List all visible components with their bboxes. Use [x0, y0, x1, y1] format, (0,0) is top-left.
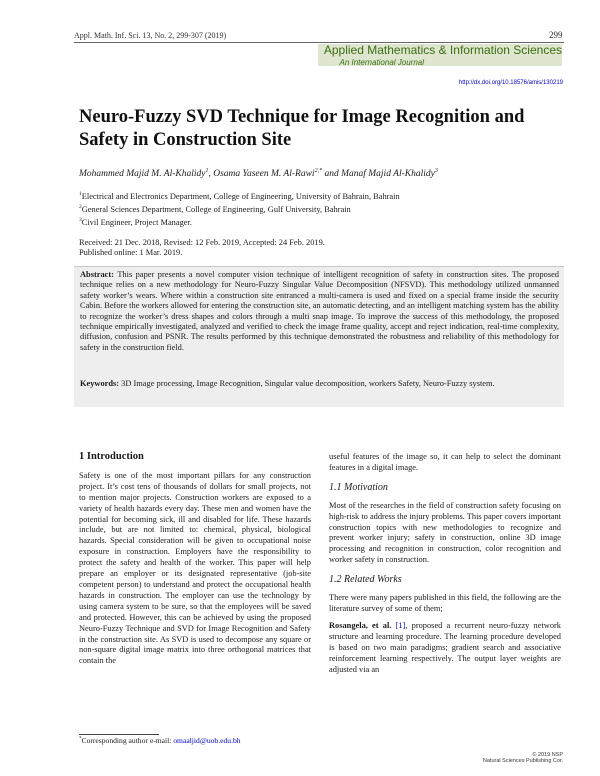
footnote-marker: *	[79, 736, 82, 742]
email-link[interactable]: omaaljid@uob.edu.bh	[173, 736, 241, 745]
author-name: Osama Yaseen M. Al-Rawi	[213, 169, 315, 180]
abstract-label: Abstract:	[80, 270, 114, 279]
footnote-prefix: Corresponding author e-mail:	[81, 736, 174, 745]
motivation-paragraph: Most of the researches in the field of construction safety focusing on high-risk to address the injury problems. This paper covers important construction topics with new methodologies to recognize and prevent worker injury; safety in construction, online 3D image processing and recognition in construction, color recognition and worker safety in construction.	[329, 500, 561, 565]
published-date: Published online: 1 Mar. 2019.	[79, 248, 183, 257]
intro-continuation: useful features of the image so, it can help to select the dominant features in a digital image.	[329, 452, 561, 472]
journal-subtitle: An International Journal	[339, 58, 424, 67]
footnote-rule	[79, 734, 159, 735]
copyright-block	[483, 752, 563, 764]
subsection-heading-related-works: 1.2 Related Works	[329, 574, 402, 586]
keywords-text: 3D Image processing, Image Recognition, Singular value decomposition, workers Safety, Neuro-Fuzzy system.	[121, 379, 495, 388]
author-list	[79, 168, 569, 179]
keywords-label: Keywords:	[80, 379, 120, 388]
author-separator: ,	[208, 169, 214, 180]
author-sup: 1	[205, 168, 209, 174]
affiliation-text: General Sciences Department, College of Engineering, Gulf University, Bahrain	[81, 204, 351, 214]
author-name: Mohammed Majid M. Al-Khalidy	[79, 169, 206, 180]
author-sup: 2,*	[314, 168, 323, 174]
affiliation-sup: 2	[79, 203, 82, 210]
rosangela-paragraph	[329, 621, 561, 676]
copyright-text: © 2019 NSP	[532, 752, 563, 758]
journal-name: Applied Mathematics & Information Sciences	[323, 43, 562, 57]
related-paragraph: There were many papers published in this field, the following are the literature survey of some of them;	[329, 593, 561, 613]
affiliation-item	[79, 202, 569, 215]
author-name: Manaf Majid Al-Khalidy	[341, 169, 435, 180]
affiliation-text: Electrical and Electronics Department, College of Engineering, University of Bahrain, Bahrain	[81, 191, 400, 201]
section-heading-introduction: 1 Introduction	[79, 451, 144, 462]
rosangela-name: Rosangela, et al.	[329, 620, 392, 630]
affiliations	[79, 189, 569, 227]
affiliation-sup: 3	[79, 216, 82, 223]
author-sup: 3	[434, 168, 438, 174]
affiliation-sup: 1	[79, 191, 82, 197]
abstract	[80, 270, 559, 353]
doi-link[interactable]: http://dx.doi.org/10.18576/amis/130219	[458, 80, 563, 86]
intro-paragraph: Safety is one of the most important pillars for any construction project. It’s cost tens of thousands of dollars for small projects, not to mention major projects. Construction workers are exposed to a variety of health hazards every day. These men and women have the potential for becoming sick, ill and disabled for life. These hazards include, but are not limited to: chemical, physical, biological hazards. Special consideration will be given to occupational noise exposure in construction. Employers have the responsibility to protect the safety and health of the worker. This paper will help prepare an employer or its designated representative (job-site competent person) to understand and protect the occupational health hazards in construction. The employer can use the technology by using camera system to be sure, so that the employees will be saved and protected. However, this can be achieved by using the proposed Neuro-Fuzzy Technique and SVD for Image Recognition and Safety in the construction site. As SVD is used to decompose any square or non-square digital image matrix into three orthogonal matrices that contain the	[79, 470, 311, 666]
abstract-text: This paper presents a novel computer vision technique of intelligent recognition of safety in construction sites. The proposed technique relies on a new methodology for Neuro-Fuzzy Singular Value Decomposition (NFSVD). This methodology utilized unmanned safety worker’s wears. Where within a construction site entranced a multi-camera is used and fixed on a special frame inside the security Cabin. Before the workers allowed for entering the construction site, an automatic detecting, and an intelligent matching system has the ability to recognize the worker’s dress shapes and colors through a multi snap image. To improve the success of this methodology, the proposed technique empirically investigated, analyzed and verified to check the image frame quality, accept and reject indication, real-time complexity, diffusion, confusion and PSNR. The results performed by this technique demonstrated the robustness and reliability of this methodology for safety in the construction field.	[80, 270, 559, 352]
publication-dates	[79, 238, 569, 258]
keywords	[80, 379, 559, 389]
affiliation-text: Civil Engineer, Project Manager.	[81, 217, 192, 227]
footnote	[79, 736, 241, 745]
affiliation-item	[79, 215, 569, 228]
affiliation-item	[79, 189, 569, 202]
citation-link[interactable]: [1]	[395, 620, 406, 630]
page-number: 299	[549, 30, 563, 40]
subsection-heading-motivation: 1.1 Motivation	[329, 481, 388, 493]
paper-title: Neuro-Fuzzy SVD Technique for Image Recognition and Safety in Construction Site	[79, 107, 525, 150]
author-separator: and	[322, 169, 342, 180]
running-head: Appl. Math. Inf. Sci. 13, No. 2, 299-307 (2019)	[74, 31, 227, 40]
received-dates: Received: 21 Dec. 2018, Revised: 12 Feb. 2019, Accepted: 24 Feb. 2019.	[79, 238, 325, 247]
rosangela-text: , proposed a recurrent neuro-fuzzy network structure and learning procedure. The learning procedure developed is based on two main paradigms; gradient search and associative reinforcement learning respectively. The output layer weights are adjusted via an	[329, 620, 561, 674]
publisher-text: Natural Sciences Publishing Cor.	[482, 758, 563, 764]
left-column	[79, 452, 311, 667]
right-column	[329, 452, 561, 675]
